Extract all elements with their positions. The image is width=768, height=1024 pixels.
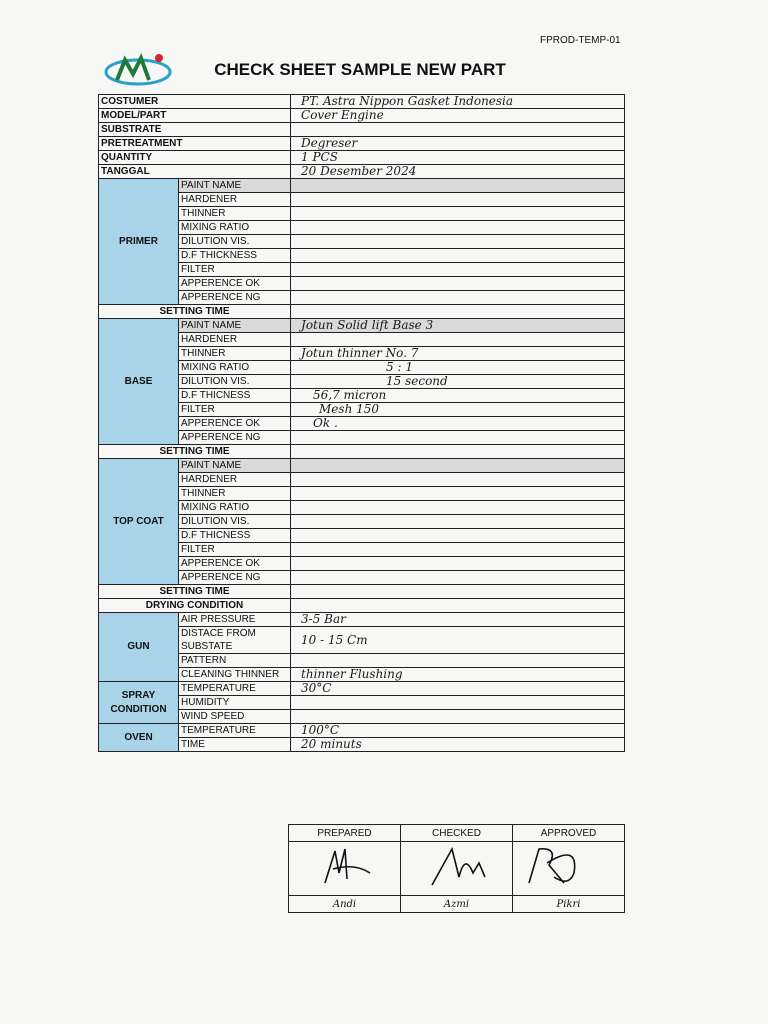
- field-value: 15 second: [291, 375, 625, 389]
- field-value: [291, 473, 625, 487]
- field-value: [291, 235, 625, 249]
- field-value: 3-5 Bar: [291, 613, 625, 627]
- field-label: COSTUMER: [99, 95, 291, 109]
- field-value: 30°C: [291, 682, 625, 696]
- page-title: CHECK SHEET SAMPLE NEW PART: [214, 60, 506, 79]
- field-value: 56,7 micron: [291, 389, 625, 403]
- field-label: TANGGAL: [99, 165, 291, 179]
- signature-table: [288, 824, 625, 913]
- field-value: 20 Desember 2024: [291, 165, 625, 179]
- field-label: D.F THICNESS: [179, 529, 291, 543]
- field-label: AIR PRESSURE: [179, 613, 291, 627]
- field-value: [291, 557, 625, 571]
- drying-condition-value: [291, 599, 625, 613]
- header-row: [99, 151, 625, 165]
- field-value: [291, 193, 625, 207]
- setting-time-label: SETTING TIME: [99, 305, 291, 319]
- spray-group-label: SPRAY CONDITION: [99, 682, 179, 724]
- field-value: thinner Flushing: [291, 668, 625, 682]
- checked-label: CHECKED: [401, 825, 513, 842]
- field-label: THINNER: [179, 347, 291, 361]
- field-label: D.F THICNESS: [179, 389, 291, 403]
- prepared-label: PREPARED: [289, 825, 401, 842]
- spray-row: [99, 682, 625, 696]
- field-value: [291, 263, 625, 277]
- field-value: [291, 501, 625, 515]
- field-label: MODEL/PART: [99, 109, 291, 123]
- field-label: APPERENCE OK: [179, 417, 291, 431]
- setting-time-value: [291, 585, 625, 599]
- approved-label: APPROVED: [513, 825, 625, 842]
- field-value: 5 : 1: [291, 361, 625, 375]
- field-label: HUMIDITY: [179, 696, 291, 710]
- field-value: [291, 431, 625, 445]
- field-label: FILTER: [179, 263, 291, 277]
- field-value: [291, 654, 625, 668]
- drying-condition-label: DRYING CONDITION: [99, 599, 291, 613]
- field-value: [291, 515, 625, 529]
- field-label: APPERENCE NG: [179, 291, 291, 305]
- header-row: [99, 137, 625, 151]
- field-label: MIXING RATIO: [179, 361, 291, 375]
- primer-group-label: PRIMER: [99, 179, 179, 305]
- gun-row: [99, 613, 625, 627]
- field-label: HARDENER: [179, 193, 291, 207]
- gun-group-label: GUN: [99, 613, 179, 682]
- primer-setting-time-row: [99, 305, 625, 319]
- company-logo: [103, 50, 173, 90]
- field-label: FILTER: [179, 543, 291, 557]
- field-label: THINNER: [179, 207, 291, 221]
- signature-scribble-icon: [407, 843, 507, 891]
- header-row: [99, 95, 625, 109]
- field-label: DILUTION VIS.: [179, 515, 291, 529]
- field-value: Ok .: [291, 417, 625, 431]
- distance-label-line1: DISTACE FROM: [181, 628, 256, 639]
- field-value: [291, 221, 625, 235]
- drying-condition-row: [99, 599, 625, 613]
- primer-row: [99, 179, 625, 193]
- field-value: 20 minuts: [291, 738, 625, 752]
- topcoat-setting-time-row: [99, 585, 625, 599]
- field-label: MIXING RATIO: [179, 501, 291, 515]
- field-label: FILTER: [179, 403, 291, 417]
- field-value: [291, 571, 625, 585]
- field-value: [291, 696, 625, 710]
- field-value: [291, 291, 625, 305]
- field-value: [291, 487, 625, 501]
- checked-name: Azmi: [401, 896, 513, 913]
- header-row: [99, 109, 625, 123]
- setting-time-value: [291, 305, 625, 319]
- field-label: [179, 627, 291, 654]
- field-label: HARDENER: [179, 473, 291, 487]
- field-value: [291, 179, 625, 193]
- prepared-name: Andi: [289, 896, 401, 913]
- field-label: QUANTITY: [99, 151, 291, 165]
- approved-name: Pikri: [513, 896, 625, 913]
- prepared-signature: [289, 842, 401, 896]
- header-row: [99, 123, 625, 137]
- setting-time-label: SETTING TIME: [99, 445, 291, 459]
- field-value: PT. Astra Nippon Gasket Indonesia: [291, 95, 625, 109]
- setting-time-value: [291, 445, 625, 459]
- field-label: TIME: [179, 738, 291, 752]
- oven-group-label: OVEN: [99, 724, 179, 752]
- field-label: DILUTION VIS.: [179, 235, 291, 249]
- field-value: [291, 459, 625, 473]
- approved-signature: [513, 842, 625, 896]
- field-value: Jotun thinner No. 7: [291, 347, 625, 361]
- field-label: MIXING RATIO: [179, 221, 291, 235]
- field-value: Cover Engine: [291, 109, 625, 123]
- field-label: CLEANING THINNER: [179, 668, 291, 682]
- field-label: WIND SPEED: [179, 710, 291, 724]
- signature-scribble-icon: [295, 843, 395, 891]
- field-label: PAINT NAME: [179, 319, 291, 333]
- base-row: [99, 319, 625, 333]
- base-setting-time-row: [99, 445, 625, 459]
- field-value: Degreser: [291, 137, 625, 151]
- field-value: 10 - 15 Cm: [291, 627, 625, 654]
- field-value: 100°C: [291, 724, 625, 738]
- field-value: [291, 277, 625, 291]
- field-label: PATTERN: [179, 654, 291, 668]
- field-value: [291, 333, 625, 347]
- field-value: [291, 529, 625, 543]
- field-label: APPERENCE OK: [179, 557, 291, 571]
- base-group-label: BASE: [99, 319, 179, 445]
- field-label: HARDENER: [179, 333, 291, 347]
- field-value: [291, 123, 625, 137]
- field-label: PAINT NAME: [179, 179, 291, 193]
- field-value: [291, 207, 625, 221]
- distance-label-line2: SUBSTATE: [181, 641, 233, 652]
- field-label: D.F THICKNESS: [179, 249, 291, 263]
- field-label: APPERENCE OK: [179, 277, 291, 291]
- field-label: TEMPERATURE: [179, 682, 291, 696]
- oven-row: [99, 724, 625, 738]
- checked-signature: [401, 842, 513, 896]
- field-label: PRETREATMENT: [99, 137, 291, 151]
- check-sheet-table: [98, 94, 625, 752]
- field-label: THINNER: [179, 487, 291, 501]
- field-label: SUBSTRATE: [99, 123, 291, 137]
- field-label: APPERENCE NG: [179, 431, 291, 445]
- setting-time-label: SETTING TIME: [99, 585, 291, 599]
- field-value: Jotun Solid lift Base 3: [291, 319, 625, 333]
- signature-scribble-icon: [519, 843, 619, 891]
- field-label: PAINT NAME: [179, 459, 291, 473]
- topcoat-row: [99, 459, 625, 473]
- field-value: 1 PCS: [291, 151, 625, 165]
- document-number: FPROD-TEMP-01: [540, 35, 621, 46]
- field-label: DILUTION VIS.: [179, 375, 291, 389]
- field-value: [291, 710, 625, 724]
- field-label: TEMPERATURE: [179, 724, 291, 738]
- field-value: Mesh 150: [291, 403, 625, 417]
- header-row: [99, 165, 625, 179]
- field-value: [291, 249, 625, 263]
- field-value: [291, 543, 625, 557]
- field-label: APPERENCE NG: [179, 571, 291, 585]
- topcoat-group-label: TOP COAT: [99, 459, 179, 585]
